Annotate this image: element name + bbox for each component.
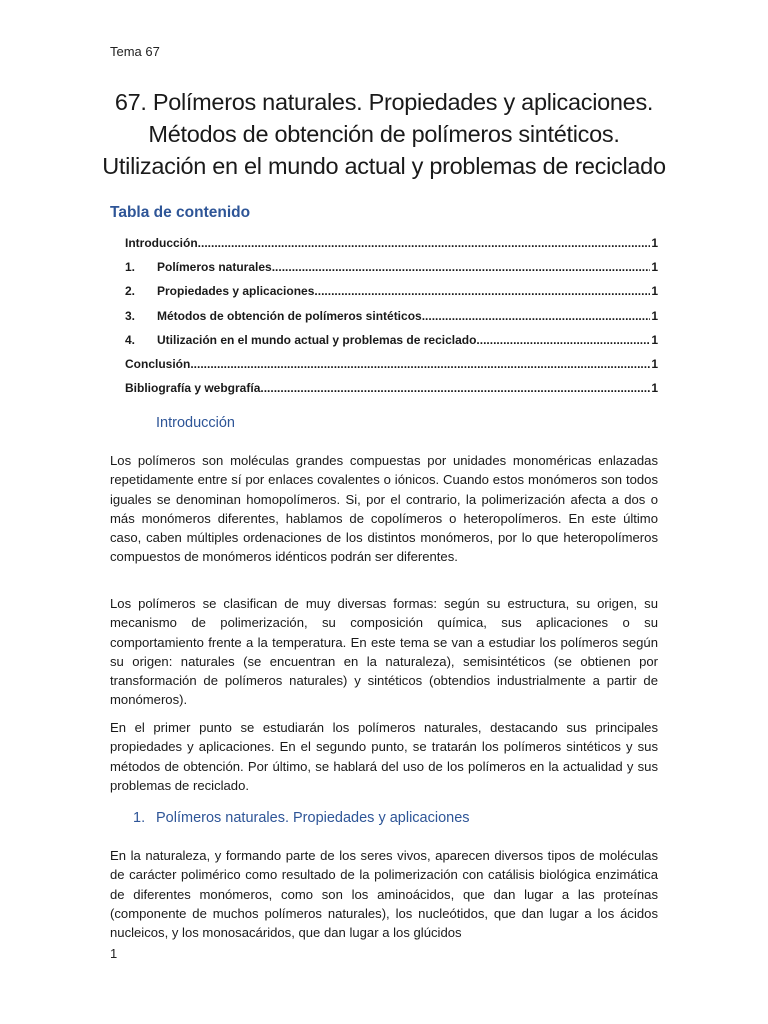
toc-entry-label: Utilización en el mundo actual y problemas de reciclado: [157, 332, 477, 347]
toc-entry-page: 1: [651, 236, 658, 250]
section-1-paragraph: En la naturaleza, y formando parte de los seres vivos, aparecen diversos tipos de moléculas de carácter polimérico como resultado de la polimerización con catálisis biológica enzimática de diferentes monómeros, como son los aminoácidos, que dan lugar a las proteínas (componente de muchos polímeros naturales), los nucleótidos, que dan lugar a los ácidos nucleicos, y los monosacáridos, que dan lugar a los glúcidos: [110, 848, 658, 941]
toc-entry-page: 1: [651, 356, 658, 371]
toc-entry-number: 2.: [125, 284, 136, 299]
toc-entry-utilizacion[interactable]: [125, 333, 658, 357]
toc-entry-page: 1: [651, 284, 658, 299]
intro-heading: Introducción: [156, 415, 235, 431]
toc-entry-label: Introducción: [125, 236, 198, 250]
title-line-3: Utilización en el mundo actual y problemas de reciclado: [102, 153, 666, 179]
table-of-contents: [125, 236, 658, 405]
toc-leader-dots: [190, 357, 650, 371]
intro-paragraph-1: Los polímeros son moléculas grandes compuestas por unidades monoméricas enlazadas repetidamente entre sí por enlaces covalentes o iónicos. Cuando estos monómeros son todos iguales se denominan homopolímeros. Si, por el contrario, la polimerización afecta a dos o más monómeros diferentes, hablamos de copolímeros o heteropolímeros. En este último caso, caben múltiples ordenaciones de los distintos monómeros, por lo que heteropolímeros compuestos de monómeros idénticos podrán ser diferentes.: [110, 453, 658, 565]
toc-entry-label: Métodos de obtención de polímeros sintéticos: [157, 308, 422, 323]
toc-entry-page: 1: [651, 332, 658, 347]
title-line-2: Métodos de obtención de polímeros sintéticos.: [148, 121, 620, 147]
toc-entry-page: 1: [651, 308, 658, 323]
toc-leader-dots: [476, 333, 650, 347]
title-line-1: 67. Polímeros naturales. Propiedades y aplicaciones.: [114, 89, 654, 115]
toc-leader-dots: [198, 236, 651, 250]
toc-entry-polimeros-naturales[interactable]: [125, 260, 658, 284]
toc-entry-number: 3.: [125, 308, 136, 323]
toc-entry-page: 1: [651, 260, 658, 275]
toc-entry-number: 4.: [125, 332, 136, 347]
toc-entry-introduccion[interactable]: [125, 236, 658, 260]
intro-paragraph-2: Los polímeros se clasifican de muy diversas formas: según su estructura, su origen, su mecanismo de polimerización, su composición química, sus aplicaciones o su comportamiento frente a la temperatura. En este tema se van a estudiar los polímeros según su origen: naturales (se encuentran en la naturaleza), semisintéticos (se obtienen por transformación de polímeros naturales) y sintéticos (obtendios industrialmente a partir de monómeros).: [110, 596, 658, 708]
toc-entry-conclusion[interactable]: [125, 357, 658, 381]
toc-leader-dots: [272, 260, 651, 274]
section-1-heading: [133, 810, 470, 826]
toc-leader-dots: [422, 309, 651, 323]
document-title: [40, 86, 728, 182]
section-1-number: 1.: [133, 810, 146, 826]
toc-entry-label: Bibliografía y webgrafía: [125, 381, 261, 396]
page-number: 1: [110, 946, 118, 961]
toc-heading: Tabla de contenido: [110, 204, 251, 221]
toc-entry-label: Conclusión: [125, 356, 191, 371]
running-header: Tema 67: [110, 44, 160, 59]
toc-leader-dots: [260, 381, 650, 395]
intro-paragraph-3: En el primer punto se estudiarán los polímeros naturales, destacando sus principales propiedades y aplicaciones. En el segundo punto, se tratarán los polímeros sintéticos y sus métodos de obtención. Por último, se hablará del uso de los polímeros en la actualidad y sus problemas de reciclado.: [110, 720, 658, 793]
toc-entry-propiedades[interactable]: [125, 284, 658, 308]
toc-entry-metodos[interactable]: [125, 309, 658, 333]
toc-entry-number: 1.: [125, 260, 136, 275]
toc-leader-dots: [314, 284, 650, 298]
toc-entry-label: Propiedades y aplicaciones: [157, 284, 315, 299]
section-1-title: Polímeros naturales. Propiedades y aplicaciones: [156, 810, 470, 826]
toc-entry-label: Polímeros naturales: [157, 260, 272, 275]
toc-entry-page: 1: [651, 381, 658, 396]
toc-entry-bibliografia[interactable]: [125, 381, 658, 405]
